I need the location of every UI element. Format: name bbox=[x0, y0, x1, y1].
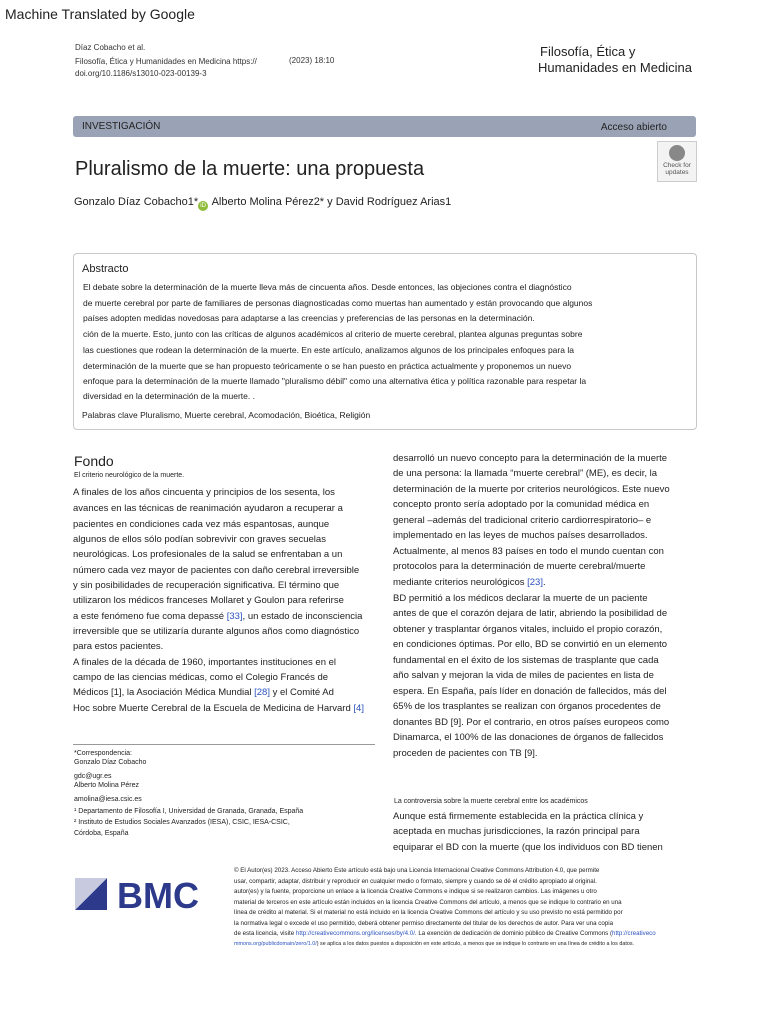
license-line: línea de crédito al material. Si el material no está incluido en la licencia Creative Commons del artículo y su uso previsto no está permitido por bbox=[234, 909, 623, 916]
body-line: de una persona: la llamada “muerte cerebral” (ME), es decir, la bbox=[393, 468, 658, 479]
journal-name-line1: Filosofía, Ética y bbox=[540, 44, 636, 59]
body-text: mediante criterios neurológicos bbox=[393, 577, 525, 588]
body-line: BD permitió a los médicos declarar la muerte de un paciente bbox=[393, 593, 648, 604]
footnote-line: *Correspondencia: bbox=[74, 750, 132, 757]
body-line bbox=[73, 687, 334, 698]
article-type-bar bbox=[73, 116, 696, 137]
bmc-logo-graphic bbox=[73, 876, 215, 912]
body-line: fundamental en el éxito de los sistemas de trasplante que cada bbox=[393, 655, 659, 666]
abstract-line: ción de la muerte. Esto, junto con las críticas de algunos académicos al criterio de muerte cerebral, plantea algunas preguntas sobre bbox=[83, 329, 583, 339]
header-doi[interactable]: doi.org/10.1186/s13010-023-00139-3 bbox=[75, 69, 207, 78]
citation-link[interactable]: [33] bbox=[226, 611, 243, 622]
body-line: número cada vez mayor de pacientes con daño cerebral irreversible bbox=[73, 565, 360, 576]
body-line: Aunque está firmemente establecida en la práctica clínica y bbox=[393, 811, 644, 822]
abstract-line: las cuestiones que rodean la determinación de la muerte. En este artículo, analizamos algunos de los principales enfoques para la bbox=[83, 345, 574, 355]
body-text: . bbox=[542, 577, 546, 588]
journal-name bbox=[540, 44, 692, 76]
body-text: Hoc sobre Muerte Cerebral de la Escuela de Medicina de Harvard bbox=[73, 703, 351, 714]
footnote-line: Alberto Molina Pérez bbox=[74, 782, 139, 789]
abstract-line: enfoque para la determinación de la muerte llamado "pluralismo débil" como una alternativa ética y política razonable para respetar la bbox=[83, 376, 587, 386]
body-text: Médicos [1], la Asociación Médica Mundial bbox=[73, 687, 252, 698]
license-line bbox=[234, 941, 634, 947]
body-line bbox=[393, 577, 546, 588]
bmc-logo bbox=[73, 876, 215, 912]
header-authors: Díaz Cobacho et al. bbox=[75, 43, 146, 52]
body-line: A finales de la década de 1960, importantes instituciones en el bbox=[73, 657, 337, 668]
body-line: A finales de los años cincuenta y principios de los sesenta, los bbox=[73, 487, 335, 498]
header-year: (2023) 18:10 bbox=[289, 56, 335, 65]
abstract-line: determinación de la muerte que se han propuesto teóricamente o se han puesto en práctica actualmente y proponemos un nuevo bbox=[83, 361, 572, 371]
body-line: protocolos para la determinación de muerte cerebral/muerte bbox=[393, 561, 646, 572]
body-line: equiparar el BD con la muerte (que los individuos con BD tienen bbox=[393, 842, 663, 853]
body-line bbox=[73, 611, 362, 622]
license-line: © El Autor(es) 2023. Acceso Abierto Este artículo está bajo una Licencia Internacional Creative Commons Attribution 4.0, que permite bbox=[234, 867, 600, 874]
body-line: irreversible que se utilizaría durante algunos años como diagnóstico bbox=[73, 626, 360, 637]
article-title: Pluralismo de la muerte: una propuesta bbox=[75, 158, 425, 180]
license-line bbox=[234, 930, 656, 937]
body-line: Actualmente, al menos 83 países en todo el mundo cuentan con bbox=[393, 546, 664, 557]
abstract-line: países adopten medidas novedosas para adaptarse a las creencias y preferencias de las personas en la determinación. bbox=[83, 313, 535, 323]
author-part2: Alberto Molina Pérez2* y David Rodríguez Arias1 bbox=[209, 196, 452, 208]
citation-link[interactable]: [4] bbox=[353, 703, 364, 714]
body-line: para estos pacientes. bbox=[73, 641, 164, 652]
abstract-line: diversidad en la determinación de la muerte. . bbox=[83, 391, 255, 401]
license-text: . La exención de dedicación de dominio público de Creative Commons ( bbox=[414, 930, 613, 937]
body-line: neurológicas. Los profesionales de la salud se enfrentaban a un bbox=[73, 549, 343, 560]
footnote-divider bbox=[73, 744, 375, 745]
footnote-email[interactable]: amolina@iesa.csic.es bbox=[74, 796, 142, 803]
body-line: aceptada en muchas jurisdicciones, la razón principal para bbox=[393, 826, 640, 837]
journal-name-line2: Humanidades en Medicina bbox=[538, 60, 692, 75]
footnote-line: ¹ Departamento de Filosofía I, Universidad de Granada, Granada, España bbox=[74, 808, 304, 815]
badge-line2: updates bbox=[665, 169, 689, 176]
body-line: pacientes en condiciones cada vez más espantosas, aunque bbox=[73, 519, 330, 530]
body-line: antes de que el corazón dejara de latir, abriendo la posibilidad de bbox=[393, 608, 668, 619]
body-line: implementado en las leyes de muchos países desarrollados. bbox=[393, 530, 648, 541]
body-line: desarrolló un nuevo concepto para la determinación de la muerte bbox=[393, 453, 668, 464]
bmc-logo-text: BMC bbox=[117, 876, 199, 912]
license-link[interactable]: http://creativecommons.org/licenses/by/4.0/ bbox=[295, 930, 415, 937]
footnote-line: ² Instituto de Estudios Sociales Avanzados (IESA), CSIC, IESA-CSIC, bbox=[74, 819, 290, 826]
body-line: Dinamarca, el 100% de las donaciones de órganos de fallecidos bbox=[393, 732, 664, 743]
body-line: y sin posibilidades de recuperación significativa. El término que bbox=[73, 580, 340, 591]
license-line: autor(es) y la fuente, proporcione un enlace a la licencia Creative Commons e indique si se realizaron cambios. Las imágenes u otro bbox=[234, 888, 597, 895]
license-line: material de terceros en este artículo están incluidos en la licencia Creative Commons del artículo, a menos que se indique lo contrario en una bbox=[234, 899, 622, 906]
body-line: general –además del tradicional criterio cardiorrespiratorio– e bbox=[393, 515, 652, 526]
license-link[interactable]: mmons.org/publicdomain/zero/1.0/ bbox=[234, 941, 317, 947]
section-heading: Fondo bbox=[74, 453, 114, 469]
header-journal-ref: Filosofía, Ética y Humanidades en Medicina https:// bbox=[75, 57, 257, 66]
abstract-title: Abstracto bbox=[82, 263, 129, 275]
open-access-label: Acceso abierto bbox=[600, 122, 667, 133]
license-text: ) se aplica a los datos puestos a disposición en este artículo, a menos que se indique lo contrario en una línea de crédito a los datos. bbox=[316, 941, 635, 947]
license-line: la normativa legal o excede el uso permitido, deberá obtener permiso directamente del titular de los derechos de autor. Para ver una copia bbox=[234, 920, 614, 927]
check-updates-icon bbox=[669, 145, 685, 161]
license-line: usar, compartir, adaptar, distribuir y reproducir en cualquier medio o formato, siempre y cuando se dé el crédito apropiado al original. bbox=[234, 878, 597, 885]
abstract-box bbox=[73, 253, 697, 430]
footnote-email[interactable]: gdc@ugr.es bbox=[74, 773, 112, 780]
body-line: campo de las ciencias médicas, como el Colegio Francés de bbox=[73, 672, 329, 683]
author-part1: Gonzalo Díaz Cobacho1* bbox=[74, 196, 199, 208]
body-line: determinación de la muerte por criterios neurológicos. Este nuevo bbox=[393, 484, 670, 495]
body-line: concepto pronto sería adoptado por la comunidad médica en bbox=[393, 499, 650, 510]
article-type: INVESTIGACIÓN bbox=[82, 121, 161, 132]
badge-line1: Check for bbox=[663, 162, 691, 169]
abstract-line: El debate sobre la determinación de la muerte lleva más de cincuenta años. Desde entonces, las objeciones contra el diagnóstico bbox=[83, 282, 572, 292]
check-for-updates-badge[interactable] bbox=[657, 141, 697, 182]
body-line bbox=[73, 703, 364, 714]
body-text: a este fenómeno fue coma depassé bbox=[73, 611, 225, 622]
subsection-heading-2: La controversia sobre la muerte cerebral entre los académicos bbox=[394, 798, 588, 805]
machine-translation-banner: Machine Translated by Google bbox=[5, 6, 195, 22]
orcid-icon[interactable]: iD bbox=[198, 201, 208, 211]
author-list bbox=[74, 196, 451, 211]
body-line: proceden de pacientes con TB [9]. bbox=[393, 748, 538, 759]
license-link[interactable]: http://creativeco bbox=[612, 930, 656, 937]
body-line: avances en las técnicas de reanimación ayudaron a recuperar a bbox=[73, 503, 343, 514]
keywords: Palabras clave Pluralismo, Muerte cerebral, Acomodación, Bioética, Religión bbox=[82, 410, 371, 420]
abstract-line: de muerte cerebral por parte de familiares de personas diagnosticadas como muertas han aumentado y están provocando que algunos bbox=[83, 298, 593, 308]
body-line: 65% de los trasplantes se realizan con órganos procedentes de bbox=[393, 701, 661, 712]
body-text: y el Comité Ad bbox=[269, 687, 334, 698]
body-line: obtener y trasplantar órganos vitales, incluido el propio corazón, bbox=[393, 624, 663, 635]
body-line: espera. En España, país líder en donación de fallecidos, más del bbox=[393, 686, 667, 697]
body-line: año salvan y mejoran la vida de miles de pacientes en lista de bbox=[393, 670, 654, 681]
body-line: utilizaron los médicos franceses Mollaret y Goulon para referirse bbox=[73, 595, 344, 606]
license-text: de esta licencia, visite bbox=[234, 930, 295, 937]
footnote-line: Gonzalo Díaz Cobacho bbox=[74, 759, 147, 766]
body-text: , un estado de inconsciencia bbox=[242, 611, 363, 622]
body-line: en condiciones óptimas. Por ello, BD se convirtió en un elemento bbox=[393, 639, 668, 650]
body-line: donantes BD [9]. Por el contrario, en otros países europeos como bbox=[393, 717, 670, 728]
body-line: algunos de ellos sólo podían sobrevivir con graves secuelas bbox=[73, 534, 326, 545]
citation-link[interactable]: [28] bbox=[254, 687, 270, 698]
footnote-line: Córdoba, España bbox=[74, 830, 129, 837]
subsection-heading: El criterio neurológico de la muerte. bbox=[74, 472, 185, 479]
citation-link[interactable]: [23] bbox=[527, 577, 543, 588]
